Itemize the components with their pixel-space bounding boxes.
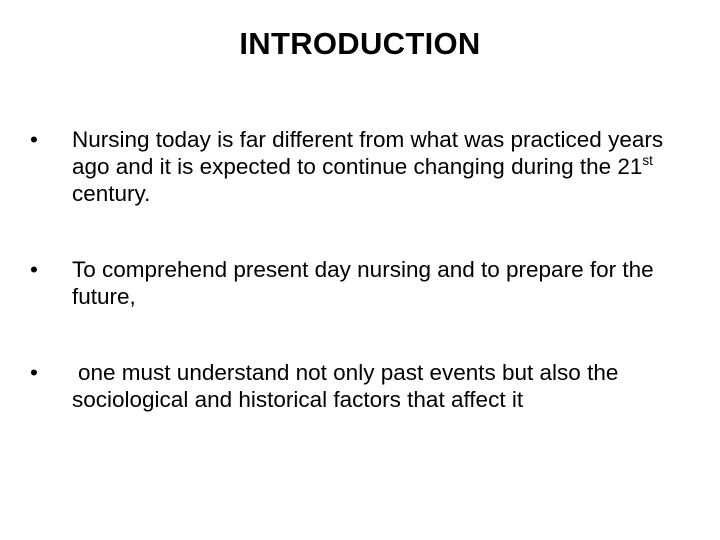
bullet-text (72, 127, 663, 206)
bullet-list (30, 126, 700, 413)
bullet-icon: • (30, 360, 38, 385)
bullet-item (30, 256, 700, 310)
bullet-text-end: century. (72, 181, 151, 206)
bullet-text: To comprehend present day nursing and to prepare for the future, (72, 257, 654, 309)
bullet-icon: • (30, 127, 38, 152)
ordinal-superscript: st (642, 153, 653, 169)
bullet-text-main: Nursing today is far different from what was practiced years ago and it is expected to continue changing during the 21 (72, 127, 664, 179)
slide-title: INTRODUCTION (239, 26, 481, 61)
bullet-item (30, 126, 700, 207)
bullet-icon: • (30, 257, 38, 282)
bullet-item (30, 359, 700, 413)
bullet-text: one must understand not only past events but also the sociological and historical factors that affect it (72, 360, 619, 412)
